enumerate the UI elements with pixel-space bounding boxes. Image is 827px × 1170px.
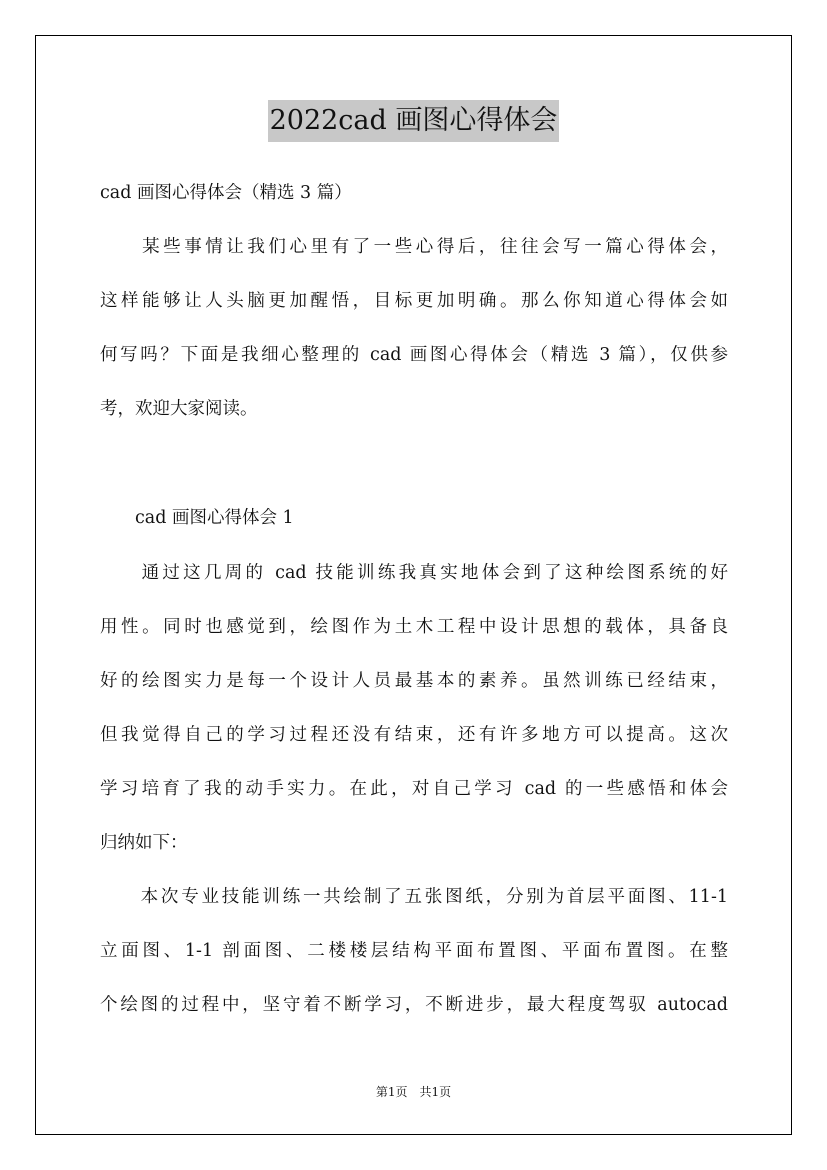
paragraph-line: 个绘图的过程中，坚守着不断学习，不断进步，最大程度驾驭 autocad [100, 995, 728, 1015]
paragraph-line: 用性。同时也感觉到，绘图作为土木工程中设计思想的载体，具备良 [100, 617, 728, 637]
paragraph-line: 考，欢迎大家阅读。 [100, 399, 258, 419]
paragraph-line: 这样能够让人头脑更加醒悟，目标更加明确。那么你知道心得体会如 [100, 291, 728, 311]
paragraph-line: 学习培育了我的动手实力。在此，对自己学习 cad 的一些感悟和体会 [100, 779, 728, 799]
paragraph-line: 何写吗？下面是我细心整理的 cad 画图心得体会（精选 3 篇），仅供参 [100, 345, 728, 365]
paragraph-line: 立面图、1-1 剖面图、二楼楼层结构平面布置图、平面布置图。在整 [100, 941, 728, 961]
paragraph-line: 好的绘图实力是每一个设计人员最基本的素养。虽然训练已经结束， [100, 671, 728, 691]
paragraph-line: 归纳如下： [100, 833, 188, 853]
section-heading: cad 画图心得体会 1 [100, 508, 294, 528]
document-title: 2022cad 画图心得体会 [268, 100, 560, 142]
title-container [0, 100, 827, 142]
page-footer: 第1页 共1页 [375, 1085, 452, 1099]
subtitle-line: cad 画图心得体会（精选 3 篇） [100, 183, 352, 203]
paragraph-line: 通过这几周的 cad 技能训练我真实地体会到了这种绘图系统的好 [100, 563, 728, 583]
paragraph-line: 但我觉得自己的学习过程还没有结束，还有许多地方可以提高。这次 [100, 725, 728, 745]
paragraph-line: 本次专业技能训练一共绘制了五张图纸，分别为首层平面图、11-1 [100, 887, 728, 907]
paragraph-line: 某些事情让我们心里有了一些心得后，往往会写一篇心得体会， [100, 237, 728, 257]
